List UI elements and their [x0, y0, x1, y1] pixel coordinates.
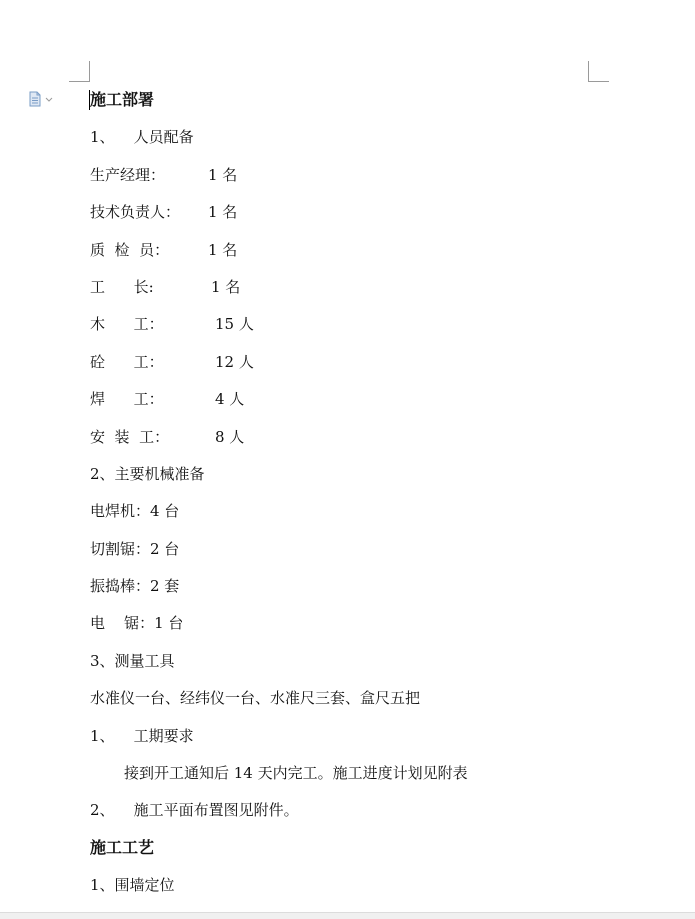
paragraph-line [90, 348, 610, 385]
paragraph-line [90, 273, 610, 310]
line-text: 接到开工通知后 14 天内完工。施工进度计划见附表 [124, 764, 468, 783]
line-text: 2、主要机械准备 [90, 464, 205, 483]
line-text: 2、 施工平面布置图见附件。 [90, 801, 299, 820]
field-label: 焊 工： [90, 390, 164, 409]
line-text: 电焊机：4 台 [90, 502, 180, 521]
field-value: 12 人 [215, 352, 254, 371]
document-icon [28, 91, 54, 107]
paragraph-line [90, 423, 610, 460]
field-value: 15 人 [215, 315, 254, 334]
line-text: 施工工艺 [90, 837, 155, 857]
paragraph-line [90, 497, 610, 534]
field-value: 1 名 [211, 277, 241, 296]
paragraph-line [90, 684, 610, 721]
line-text: 3、测量工具 [90, 651, 175, 670]
page-margin-mark-top-left [69, 61, 90, 82]
line-text: 切割锯：2 台 [90, 539, 180, 558]
paragraph-line [90, 236, 610, 273]
paragraph-line [90, 161, 610, 198]
paragraph-line [90, 198, 610, 235]
paragraph-line [90, 871, 610, 908]
paragraph-line [90, 310, 610, 347]
line-text: 施工部署 [90, 90, 155, 109]
paragraph-line [90, 759, 610, 796]
line-text: 电 锯：1 台 [90, 614, 184, 633]
field-label: 技术负责人： [90, 203, 181, 222]
field-label: 质 检 员： [90, 240, 170, 259]
field-value: 4 人 [215, 390, 245, 409]
paragraph-line [90, 647, 610, 684]
paragraph-line [90, 572, 610, 609]
field-value: 1 名 [208, 203, 238, 222]
field-label: 砼 工： [90, 352, 164, 371]
field-label: 工 长: [90, 277, 154, 296]
page-margin-mark-top-right [588, 61, 609, 82]
paragraph-style-menu[interactable] [28, 91, 54, 107]
line-text: 1、 工期要求 [90, 726, 194, 745]
paragraph-line [90, 796, 610, 833]
chevron-down-icon [46, 98, 52, 101]
paragraph-line [90, 535, 610, 572]
field-label: 安 装 工： [90, 427, 170, 446]
section-heading [90, 834, 610, 871]
line-text: 振捣棒：2 套 [90, 577, 180, 596]
field-value: 1 名 [208, 240, 238, 259]
paragraph-line [90, 722, 610, 759]
document-page[interactable] [90, 86, 610, 909]
paragraph-line [90, 609, 610, 646]
field-label: 生产经理： [90, 165, 166, 184]
paragraph-line [90, 385, 610, 422]
paragraph-line [90, 460, 610, 497]
line-text: 1、围墙定位 [90, 876, 175, 895]
field-value: 8 人 [215, 427, 245, 446]
field-value: 1 名 [208, 165, 238, 184]
line-text: 水准仪一台、经纬仪一台、水准尺三套、盒尺五把 [90, 689, 421, 708]
section-heading [90, 86, 610, 123]
paragraph-line [90, 123, 610, 160]
line-text: 1、 人员配备 [90, 128, 194, 147]
field-label: 木 工： [90, 315, 164, 334]
